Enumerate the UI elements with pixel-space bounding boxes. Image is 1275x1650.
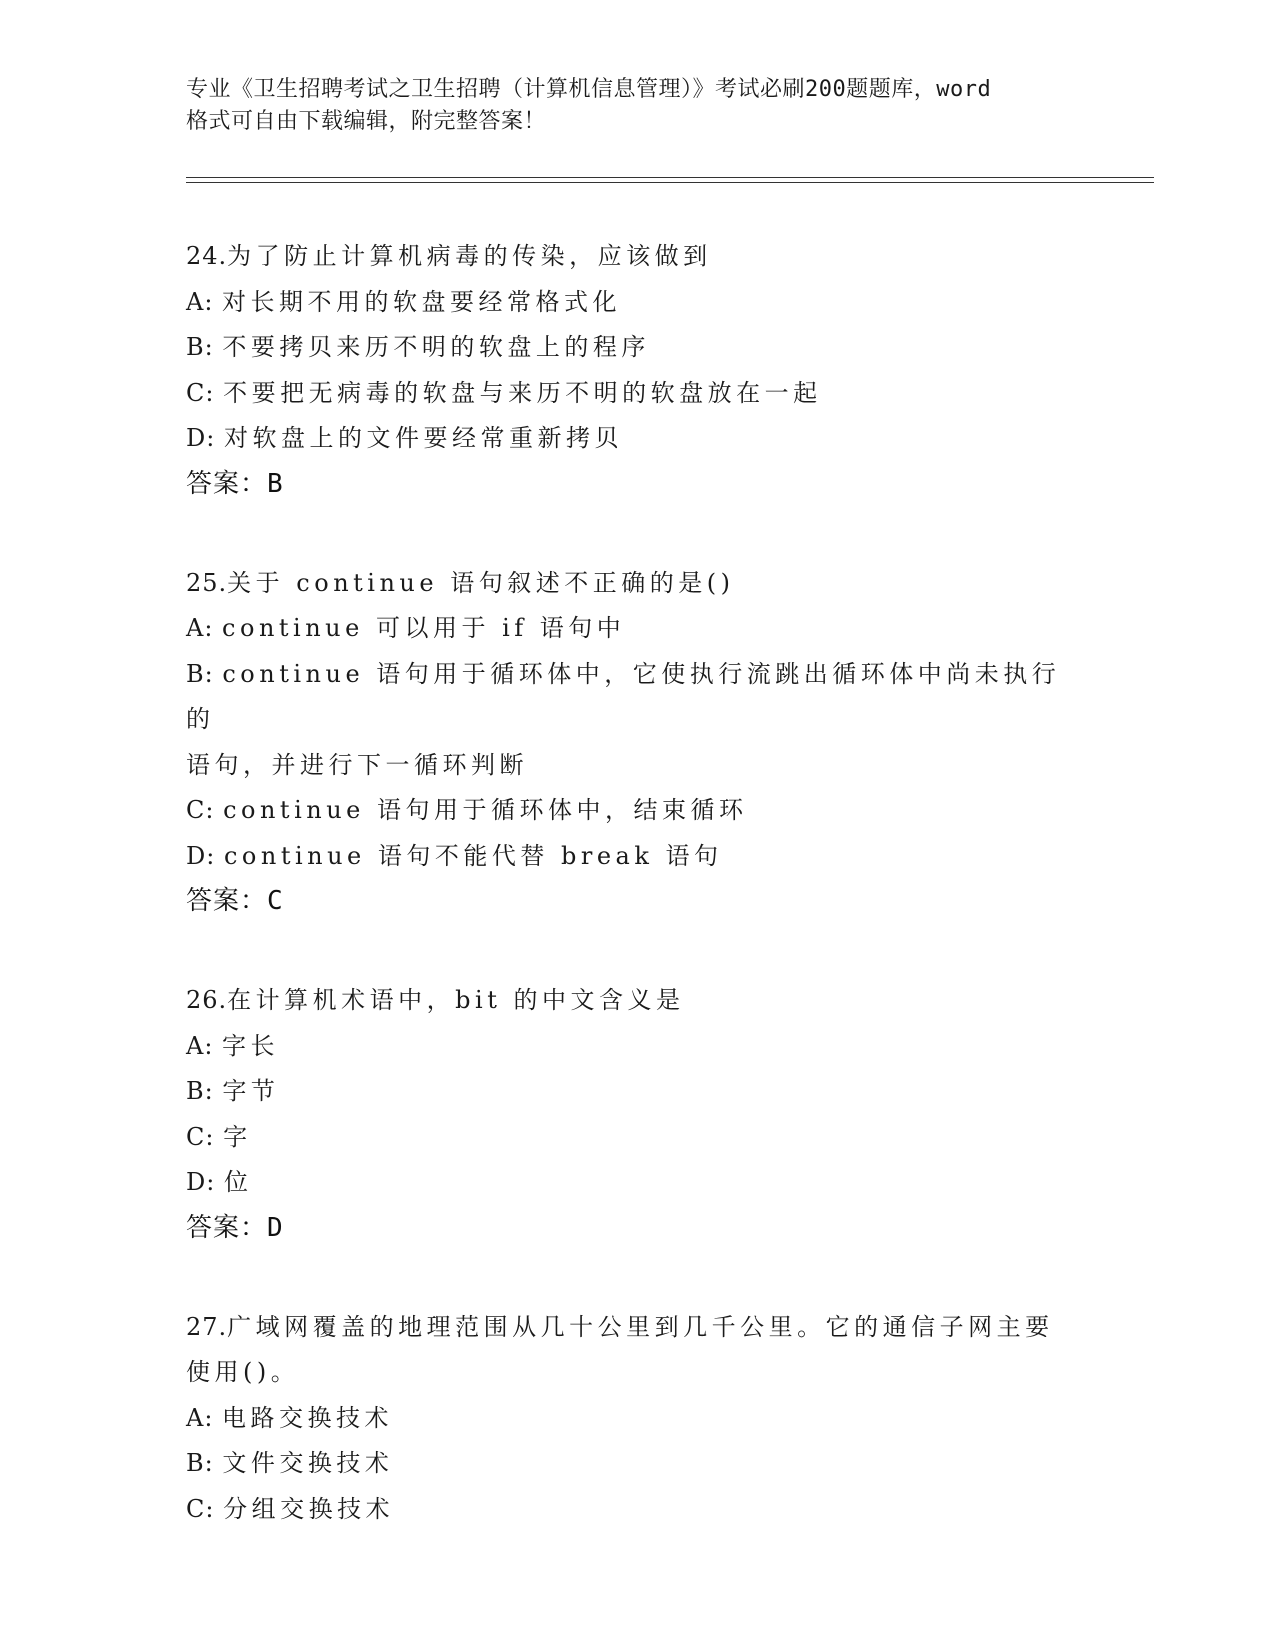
option-text: 语句，并进行下一循环判断	[186, 750, 528, 779]
answer-line: 答案：B	[186, 468, 284, 499]
option-text: 不要拷贝来历不明的软盘上的程序	[222, 333, 650, 361]
option-letter: D:	[186, 841, 224, 870]
option-line	[186, 1069, 1086, 1115]
option-text: 对软盘上的文件要经常重新拷贝	[223, 424, 623, 452]
option-text: 电路交换技术	[222, 1403, 394, 1432]
question-block	[186, 234, 1086, 507]
answer-line: 答案：D	[186, 1212, 284, 1243]
question-text-continued	[186, 1350, 1086, 1396]
option-line	[186, 606, 1086, 652]
question-text-span: 关于 continue 语句叙述不正确的是()	[227, 568, 735, 597]
option-letter: B:	[186, 333, 223, 361]
option-letter: D:	[186, 424, 224, 452]
option-line	[186, 416, 1086, 462]
option-text: 字节	[222, 1077, 280, 1105]
option-letter: C:	[186, 796, 224, 824]
question-number: 24.	[186, 242, 228, 270]
option-text: 字长	[222, 1031, 280, 1060]
option-line	[186, 1396, 1086, 1442]
option-line	[186, 788, 1086, 834]
question-block	[186, 1305, 1086, 1533]
option-letter: A:	[186, 287, 223, 316]
option-letter: A:	[186, 1403, 223, 1432]
header-divider-top	[186, 177, 1154, 178]
option-text: continue 可以用于 if 语句中	[222, 614, 626, 642]
option-letter: C:	[186, 378, 224, 407]
header-divider-bottom	[186, 182, 1154, 183]
document-header	[186, 74, 1086, 138]
option-letter: B:	[186, 1449, 223, 1477]
question-text	[186, 978, 1086, 1024]
question-text-span: 使用()。	[186, 1358, 300, 1386]
question-block	[186, 561, 1086, 925]
option-line	[186, 1487, 1086, 1533]
question-number: 25.	[186, 568, 228, 597]
option-text: continue 语句用于循环体中，它使执行流跳出循环体中尚未执行的	[186, 659, 1061, 733]
question-text	[186, 561, 1086, 607]
question-number: 27.	[186, 1312, 228, 1341]
header-line-2: 格式可自由下载编辑，附完整答案！	[186, 109, 547, 134]
question-text	[186, 1305, 1086, 1351]
question-text-span: 在计算机术语中，bit 的中文含义是	[227, 986, 685, 1014]
question-text-span: 为了防止计算机病毒的传染，应该做到	[227, 242, 712, 270]
question-list	[186, 234, 1086, 1586]
option-letter: B:	[186, 659, 223, 688]
option-line	[186, 1024, 1086, 1070]
option-text: 位	[223, 1168, 253, 1196]
question-number: 26.	[186, 986, 228, 1014]
question-text-span: 广域网覆盖的地理范围从几十公里到几千公里。它的通信子网主要	[227, 1312, 1054, 1341]
option-line	[186, 280, 1086, 326]
option-line-continued	[186, 743, 1086, 789]
option-line	[186, 1160, 1086, 1206]
question-text	[186, 234, 1086, 280]
header-line-1: 专业《卫生招聘考试之卫生招聘（计算机信息管理）》考试必刷200题题库，word	[186, 77, 992, 102]
option-text: 不要把无病毒的软盘与来历不明的软盘放在一起	[223, 378, 822, 407]
option-letter: B:	[186, 1077, 223, 1105]
option-line	[186, 371, 1086, 417]
option-text: 对长期不用的软盘要经常格式化	[222, 287, 622, 316]
option-letter: A:	[186, 1031, 223, 1060]
option-letter: D:	[186, 1168, 224, 1196]
option-text: 文件交换技术	[222, 1449, 394, 1477]
option-letter: C:	[186, 1494, 224, 1523]
option-text: 字	[223, 1122, 252, 1151]
option-letter: C:	[186, 1122, 224, 1151]
option-text: continue 语句不能代替 break 语句	[223, 841, 723, 870]
option-line	[186, 652, 1086, 743]
option-line	[186, 1115, 1086, 1161]
option-line	[186, 834, 1086, 880]
option-text: 分组交换技术	[223, 1494, 395, 1523]
option-line	[186, 325, 1086, 371]
answer-line: 答案：C	[186, 886, 284, 916]
option-letter: A:	[186, 614, 223, 642]
option-line	[186, 1441, 1086, 1487]
question-block	[186, 978, 1086, 1251]
option-text: continue 语句用于循环体中，结束循环	[223, 796, 748, 824]
